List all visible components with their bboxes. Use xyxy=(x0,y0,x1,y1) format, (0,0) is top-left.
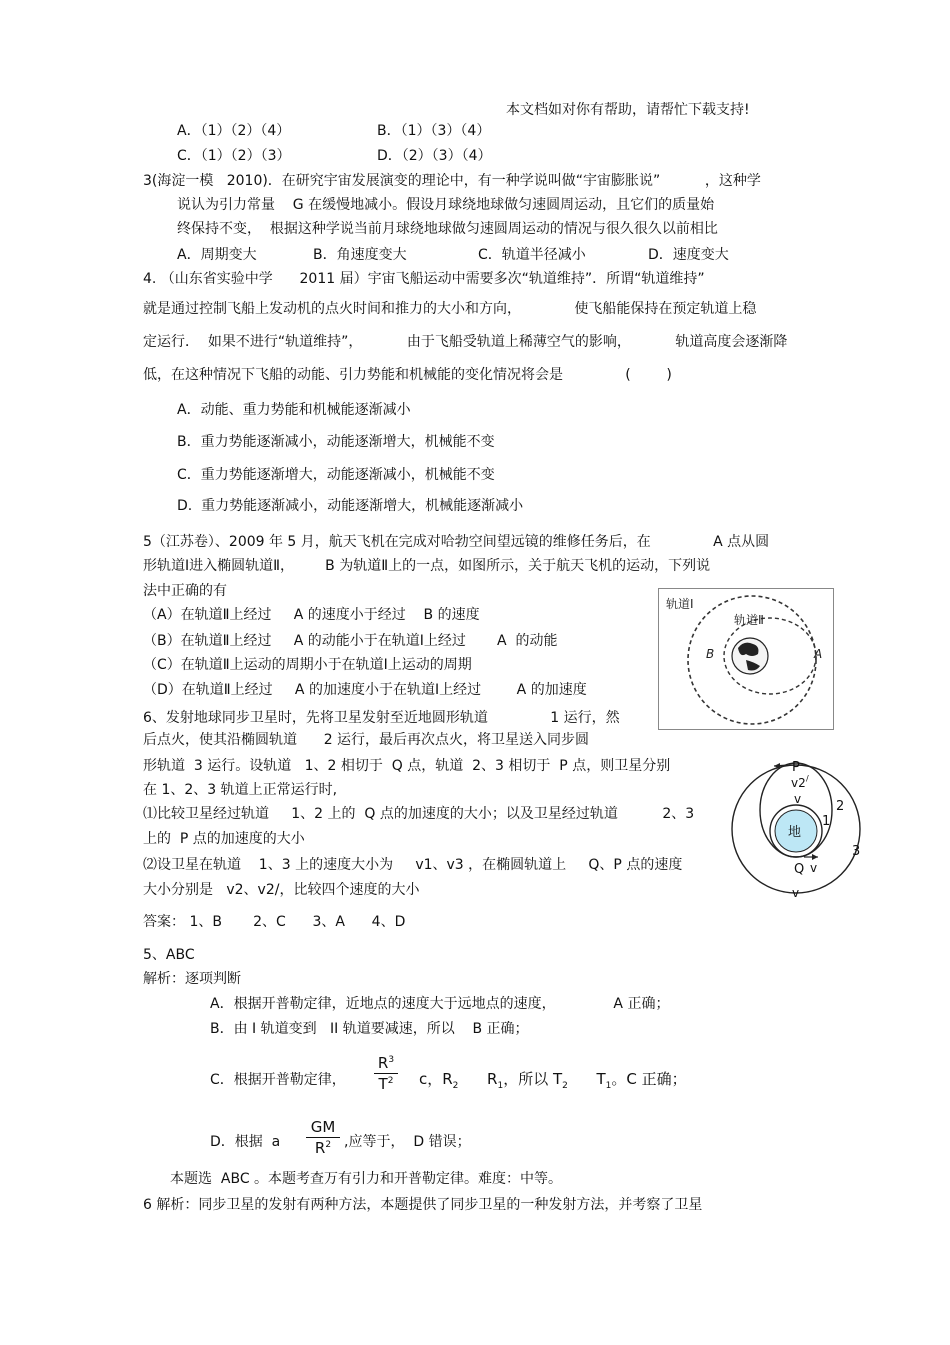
q6-line5: ⑴比较卫星经过轨道 1、2 上的 Q 点的加速度的大小；以及卫星经过轨道 2、3 xyxy=(143,806,695,822)
v2-prime-label: v2 xyxy=(791,776,806,790)
orbit-2-number: 2 xyxy=(836,799,845,814)
orbit-2-label: 轨道Ⅱ xyxy=(734,613,764,627)
answer-b-line: B．由 I 轨道变到 II 轨道要减速，所以 B 正确； xyxy=(210,1021,529,1037)
answer-a-line: A．根据开普勒定律，近地点的速度大于远地点的速度， A 正确； xyxy=(210,996,670,1012)
q6-line1: 6、发射地球同步卫星时，先将卫星发射至近地圆形轨道 1 运行，然 xyxy=(143,710,620,726)
q3-option-d: D．速度变大 xyxy=(648,247,729,263)
q6-line8: 大小分别是 v2、v2/，比较四个速度的大小 xyxy=(143,882,420,898)
kepler-den-exp: 2 xyxy=(387,1076,394,1086)
kepler-numerator: R xyxy=(377,1054,389,1072)
gravity-denominator: R xyxy=(314,1139,326,1157)
answer-d-prefix: D．根据 a xyxy=(210,1134,281,1150)
q4-line1: 4. （山东省实验中学 2011 届）宇宙飞船运动中需要多次“轨道维持”．所谓“轨道维持” xyxy=(143,271,705,287)
v-label-bottom: v xyxy=(792,886,800,900)
answer-q5-explain: 解析：逐项判断 xyxy=(143,971,241,987)
q4-line4: 低，在这种情况下飞船的动能、引力势能和机械能的变化情况将会是 ( ) xyxy=(143,367,672,383)
q5-line2: 形轨道Ⅰ进入椭圆轨道Ⅱ， B 为轨道Ⅱ上的一点，如图所示，关于航天飞机的运动，下列说 xyxy=(143,558,711,574)
q6-line6: 上的 P 点的加速度的大小 xyxy=(143,831,305,847)
q3-option-a: A．周期变大 xyxy=(177,247,257,263)
gravity-numerator: GM xyxy=(310,1118,336,1136)
answer-q5-head: 5、ABC xyxy=(143,947,195,963)
q6-line2: 后点火，使其沿椭圆轨道 2 运行，最后再次点火，将卫星送入同步圆 xyxy=(143,732,590,748)
q4-option-a: A．动能、重力势能和机械能逐渐减小 xyxy=(177,402,411,418)
answer-summary: 答案： 1、B 2、C 3、A 4、D xyxy=(143,914,406,930)
point-b-label: B xyxy=(706,647,715,661)
q3-line2: 说认为引力常量 G 在缓慢地减小。假设月球绕地球做匀速圆周运动，且它们的质量始 xyxy=(177,197,715,213)
gravity-den-exp: 2 xyxy=(325,1140,332,1150)
q5-option-a: （A）在轨道Ⅱ上经过 A 的速度小于经过 B 的速度 xyxy=(143,607,480,623)
q4-line2: 就是通过控制飞船上发动机的点火时间和推力的大小和方向， 使飞船能保持在预定轨道上稳 xyxy=(143,301,757,317)
q4-option-d: D. 重力势能逐渐减小，动能逐渐增大，机械能逐渐减小 xyxy=(177,498,524,514)
q5-option-b: （B）在轨道Ⅱ上经过 A 的动能小于在轨道Ⅰ上经过 A 的动能 xyxy=(143,633,558,649)
q2-option-c: C．（1）（2）（3） xyxy=(177,148,291,164)
gravity-fraction xyxy=(306,1118,340,1157)
answer-conclusion: 本题选 ABC 。本题考查万有引力和开普勒定律。难度：中等。 xyxy=(170,1171,563,1187)
q2-option-a: A．（1）（2）（4） xyxy=(177,123,291,139)
v-label-upper: v xyxy=(794,792,802,806)
q6-line4: 在 1、2、3 轨道上正常运行时, xyxy=(143,782,338,798)
v2-prime-mark: / xyxy=(806,774,809,783)
q2-option-d: D．（2）（3）（4） xyxy=(377,148,492,164)
point-q-label: Q xyxy=(794,862,805,877)
header-note: 本文档如对你有帮助，请帮忙下载支持! xyxy=(506,102,750,118)
answer-d-rest: ,应等于， D 错误； xyxy=(344,1134,471,1150)
kepler-denominator: T xyxy=(378,1075,388,1093)
q4-option-b: B．重力势能逐渐减小，动能逐渐增大，机械能不变 xyxy=(177,434,495,450)
earth-label: 地 xyxy=(788,825,802,840)
q5-option-d: （D）在轨道Ⅱ上经过 A 的加速度小于在轨道Ⅰ上经过 A 的加速度 xyxy=(143,682,587,698)
q3-line3: 终保持不变， 根据这种学说当前月球绕地球做匀速圆周运动的情况与很久很久以前相比 xyxy=(177,221,718,237)
orbit-1-label: 轨道Ⅰ xyxy=(666,597,694,611)
answer-c-prefix: C．根据开普勒定律， xyxy=(210,1072,346,1088)
point-p-label: P xyxy=(792,760,800,775)
orbit-figure-q5 xyxy=(658,588,834,730)
q4-option-c: C．重力势能逐渐增大，动能逐渐减小，机械能不变 xyxy=(177,467,495,483)
point-a-label: A xyxy=(814,647,823,661)
q5-option-c: （C）在轨道Ⅱ上运动的周期小于在轨道Ⅰ上运动的周期 xyxy=(143,657,472,673)
q5-line1: 5（江苏卷）、2009 年 5 月，航天飞机在完成对哈勃空间望远镜的维修任务后，在 A 点从圆 xyxy=(143,534,770,550)
q5-line3: 法中正确的有 xyxy=(143,583,227,599)
orbit-figure-q6 xyxy=(728,755,870,903)
orbit-1-number: 1 xyxy=(822,814,831,829)
q4-line3: 定运行． 如果不进行“轨道维持”， 由于飞船受轨道上稀薄空气的影响， 轨道高度会逐渐降 xyxy=(143,334,788,350)
kepler-fraction xyxy=(374,1054,398,1093)
q2-option-b: B．（1）（3）（4） xyxy=(377,123,491,139)
answer-c-rest: c，$R_2$ $R_1$，所以 $T_2$ $T_1$。C 正确； xyxy=(419,1070,687,1091)
v-label-q: v xyxy=(810,861,818,875)
q3-option-c: C．轨道半径减小 xyxy=(478,247,586,263)
q6-line7: ⑵设卫星在轨道 1、3 上的速度大小为 v1、v3 ，在椭圆轨道上 Q、P 点的速度 xyxy=(143,857,683,873)
orbit-3-number: 3 xyxy=(852,844,861,859)
q3-option-b: B．角速度变大 xyxy=(313,247,407,263)
kepler-num-exp: 3 xyxy=(388,1055,395,1065)
answer-q6-explain: 6 解析：同步卫星的发射有两种方法，本题提供了同步卫星的一种发射方法，并考察了卫星 xyxy=(143,1197,703,1213)
q6-line3: 形轨道 3 运行。设轨道 1、2 相切于 Q 点，轨道 2、3 相切于 P 点，则卫星分别 xyxy=(143,758,671,774)
q3-line1: 3(海淀一模 2010)．在研究宇宙发展演变的理论中，有一种学说叫做“宇宙膨胀说” ，这种学 xyxy=(143,173,761,189)
